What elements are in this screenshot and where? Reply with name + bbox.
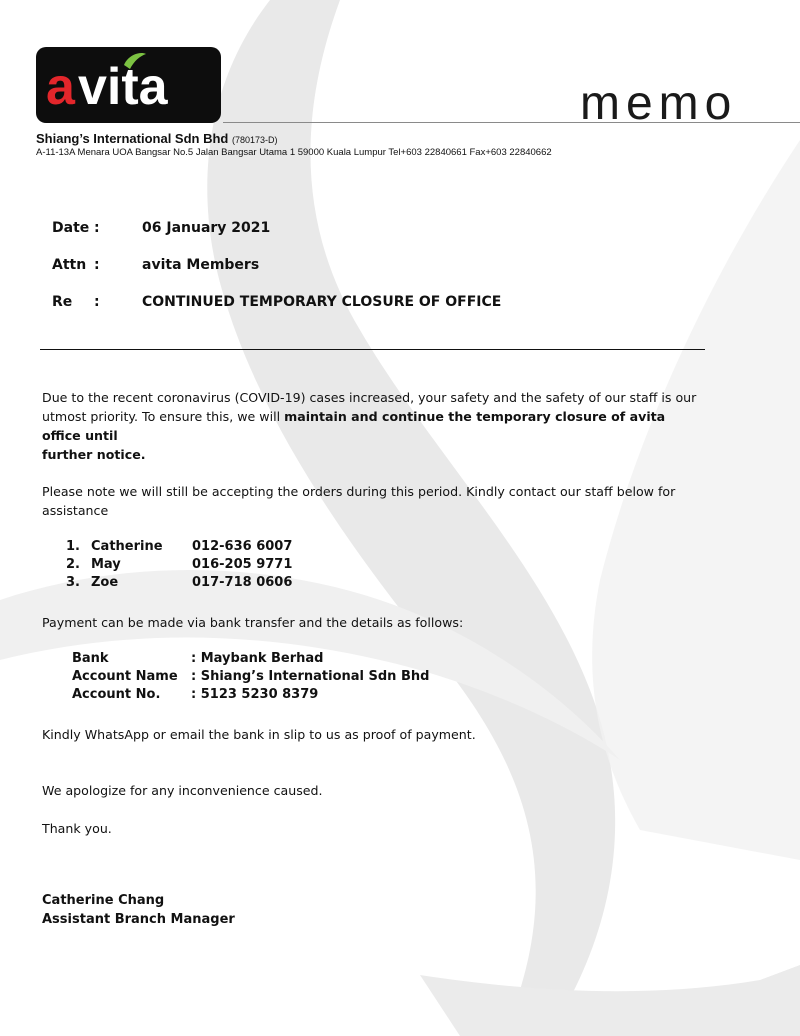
attn-label: Attn bbox=[52, 257, 87, 273]
bank-label: Bank bbox=[72, 651, 109, 666]
paragraph-proof-of-payment: Kindly WhatsApp or email the bank in slip to us as proof of payment. bbox=[42, 727, 476, 742]
paragraph-covid-notice bbox=[42, 388, 702, 464]
account-name-value: : Shiang’s International Sdn Bhd bbox=[191, 669, 430, 684]
account-no-label: Account No. bbox=[72, 687, 161, 702]
contact-num: 2. bbox=[66, 557, 80, 572]
date-label: Date bbox=[52, 220, 90, 236]
contact-phone: 017-718 0606 bbox=[192, 575, 293, 590]
p1-line3-bold: further notice. bbox=[42, 447, 146, 462]
company-name-text: Shiang’s International Sdn Bhd bbox=[36, 131, 229, 146]
company-reg-no: (780173-D) bbox=[231, 135, 278, 145]
bank-value: : Maybank Berhad bbox=[191, 651, 324, 666]
contact-name: Zoe bbox=[91, 575, 119, 590]
account-no-value: : 5123 5230 8379 bbox=[191, 687, 319, 702]
date-colon: : bbox=[94, 220, 100, 236]
signatory-title: Assistant Branch Manager bbox=[42, 912, 235, 927]
re-value: CONTINUED TEMPORARY CLOSURE OF OFFICE bbox=[142, 294, 502, 310]
paragraph-orders bbox=[42, 482, 702, 520]
date-value: 06 January 2021 bbox=[142, 220, 271, 236]
company-name bbox=[36, 131, 278, 146]
p2-line1: Please note we will still be accepting the orders during this period. Kindly contact our staff below for bbox=[42, 484, 676, 499]
p1-line2-plain: utmost priority. To ensure this, we will bbox=[42, 409, 285, 424]
avita-logo bbox=[36, 47, 221, 123]
attn-colon: : bbox=[94, 257, 100, 273]
company-address: A-11-13A Menara UOA Bangsar No.5 Jalan Bangsar Utama 1 59000 Kuala Lumpur Tel+603 22840661 Fax+603 22840662 bbox=[36, 147, 552, 158]
paragraph-thanks: Thank you. bbox=[42, 821, 112, 836]
paragraph-payment: Payment can be made via bank transfer and the details as follows: bbox=[42, 615, 464, 630]
logo-letter-a: a bbox=[46, 58, 75, 116]
header-divider bbox=[40, 349, 705, 350]
re-label: Re bbox=[52, 294, 73, 310]
re-colon: : bbox=[94, 294, 100, 310]
signatory-name: Catherine Chang bbox=[42, 893, 165, 908]
logo-letters-vita: vita bbox=[78, 58, 168, 116]
contact-num: 3. bbox=[66, 575, 80, 590]
account-name-label: Account Name bbox=[72, 669, 178, 684]
p1-line1: Due to the recent coronavirus (COVID-19) cases increased, your safety and the safety of our staff is our bbox=[42, 390, 697, 405]
contact-phone: 012-636 6007 bbox=[192, 539, 293, 554]
memo-title: memo bbox=[580, 77, 738, 130]
p2-line2: assistance bbox=[42, 503, 109, 518]
contact-num: 1. bbox=[66, 539, 80, 554]
contact-name: Catherine bbox=[91, 539, 163, 554]
paragraph-apology: We apologize for any inconvenience caused. bbox=[42, 783, 323, 798]
contact-name: May bbox=[91, 557, 121, 572]
p1-line2-bold: maintain and continue the temporary closure of avita office until bbox=[42, 409, 666, 443]
contact-phone: 016-205 9771 bbox=[192, 557, 293, 572]
attn-value: avita Members bbox=[142, 257, 260, 273]
p1-line2 bbox=[42, 407, 702, 445]
